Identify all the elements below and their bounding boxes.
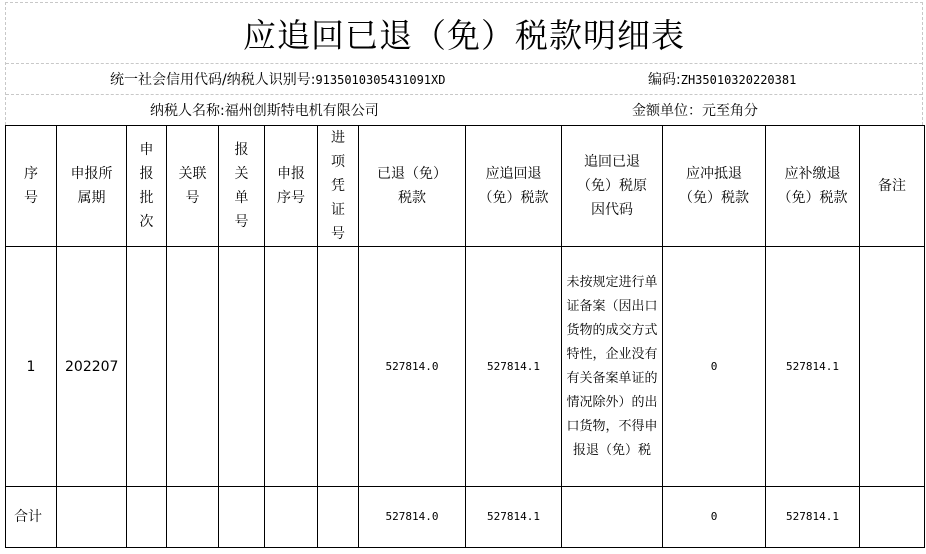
table-row bbox=[6, 247, 925, 487]
cell-related-no bbox=[167, 247, 219, 487]
col-header-label: 应冲抵退 （免）税款 bbox=[679, 166, 749, 206]
document-header bbox=[5, 2, 923, 125]
col-header-label: 关联 号 bbox=[178, 166, 207, 206]
col-header-recover-tax bbox=[466, 126, 562, 247]
col-header-label: 备注 bbox=[878, 178, 906, 194]
col-header-offset-tax bbox=[663, 126, 766, 247]
cell-input-voucher-no bbox=[318, 247, 359, 487]
credit-code-value: 9135010305431091XD bbox=[315, 72, 446, 87]
total-remark bbox=[860, 487, 925, 548]
cell-batch bbox=[127, 247, 167, 487]
cell-supplement-tax: 527814.1 bbox=[766, 247, 860, 487]
info-row-taxpayer bbox=[6, 94, 922, 125]
col-header-period bbox=[57, 126, 127, 247]
total-offset-tax: 0 bbox=[663, 487, 766, 548]
total-cell-customs-no bbox=[219, 487, 265, 548]
total-recover-tax: 527814.1 bbox=[466, 487, 562, 548]
col-header-reason-code bbox=[562, 126, 663, 247]
col-header-label: 已退（免） 税款 bbox=[377, 166, 447, 206]
col-header-input-voucher-no bbox=[318, 126, 359, 247]
amount-unit: 金额单位：元至角分 bbox=[632, 102, 758, 119]
col-header-label: 进 项 凭 证 号 bbox=[331, 130, 345, 242]
col-header-remark bbox=[860, 126, 925, 247]
document-title: 应追回已退（免）税款明细表 bbox=[6, 3, 922, 64]
total-cell-batch bbox=[127, 487, 167, 548]
total-refunded-tax: 527814.0 bbox=[359, 487, 466, 548]
credit-code bbox=[110, 69, 445, 89]
col-header-refunded-tax bbox=[359, 126, 466, 247]
form-code bbox=[648, 69, 796, 89]
col-header-supplement-tax bbox=[766, 126, 860, 247]
cell-remark bbox=[860, 247, 925, 487]
total-cell-input-voucher-no bbox=[318, 487, 359, 548]
form-code-label: 编码: bbox=[648, 71, 681, 88]
cell-recover-tax: 527814.1 bbox=[466, 247, 562, 487]
form-code-value: ZH35010320220381 bbox=[680, 72, 797, 87]
total-cell-related-no bbox=[167, 487, 219, 548]
cell-refunded-tax: 527814.0 bbox=[359, 247, 466, 487]
total-cell-period bbox=[57, 487, 127, 548]
total-reason-code bbox=[562, 487, 663, 548]
col-header-customs-no bbox=[219, 126, 265, 247]
col-header-label: 序 号 bbox=[24, 166, 38, 206]
credit-code-label: 统一社会信用代码/纳税人识别号: bbox=[110, 71, 316, 88]
detail-table bbox=[5, 125, 925, 548]
col-header-declare-seq bbox=[265, 126, 318, 247]
col-header-label: 应补缴退 （免）税款 bbox=[777, 166, 848, 206]
taxpayer-name-label: 纳税人名称: bbox=[150, 102, 225, 119]
table-header-row bbox=[6, 126, 925, 247]
info-row-credit-code bbox=[6, 63, 922, 95]
cell-seq: 1 bbox=[6, 247, 57, 487]
col-header-label: 申 报 批 次 bbox=[139, 142, 154, 230]
col-header-related-no bbox=[167, 126, 219, 247]
cell-customs-no bbox=[219, 247, 265, 487]
col-header-label: 追回已退 （免）税原 因代码 bbox=[577, 154, 647, 218]
taxpayer-name-value: 福州创斯特电机有限公司 bbox=[224, 102, 379, 119]
col-header-seq bbox=[6, 126, 57, 247]
cell-declare-seq bbox=[265, 247, 318, 487]
total-supplement-tax: 527814.1 bbox=[766, 487, 860, 548]
cell-period: 202207 bbox=[57, 247, 127, 487]
col-header-label: 报 关 单 号 bbox=[234, 142, 249, 230]
col-header-batch bbox=[127, 126, 167, 247]
table-total-row bbox=[6, 487, 925, 548]
col-header-label: 应追回退 （免）税款 bbox=[478, 166, 549, 206]
col-header-label: 申报所 属期 bbox=[70, 166, 113, 206]
col-header-label: 申报 序号 bbox=[277, 166, 305, 206]
taxpayer-name bbox=[150, 100, 379, 120]
cell-reason-code: 未按规定进行单证备案（因出口货物的成交方式特性，企业没有有关备案单证的情况除外）的出口货物，不得申报退（免）税 bbox=[562, 247, 663, 487]
cell-offset-tax: 0 bbox=[663, 247, 766, 487]
total-cell-declare-seq bbox=[265, 487, 318, 548]
total-label: 合计 bbox=[6, 487, 57, 548]
